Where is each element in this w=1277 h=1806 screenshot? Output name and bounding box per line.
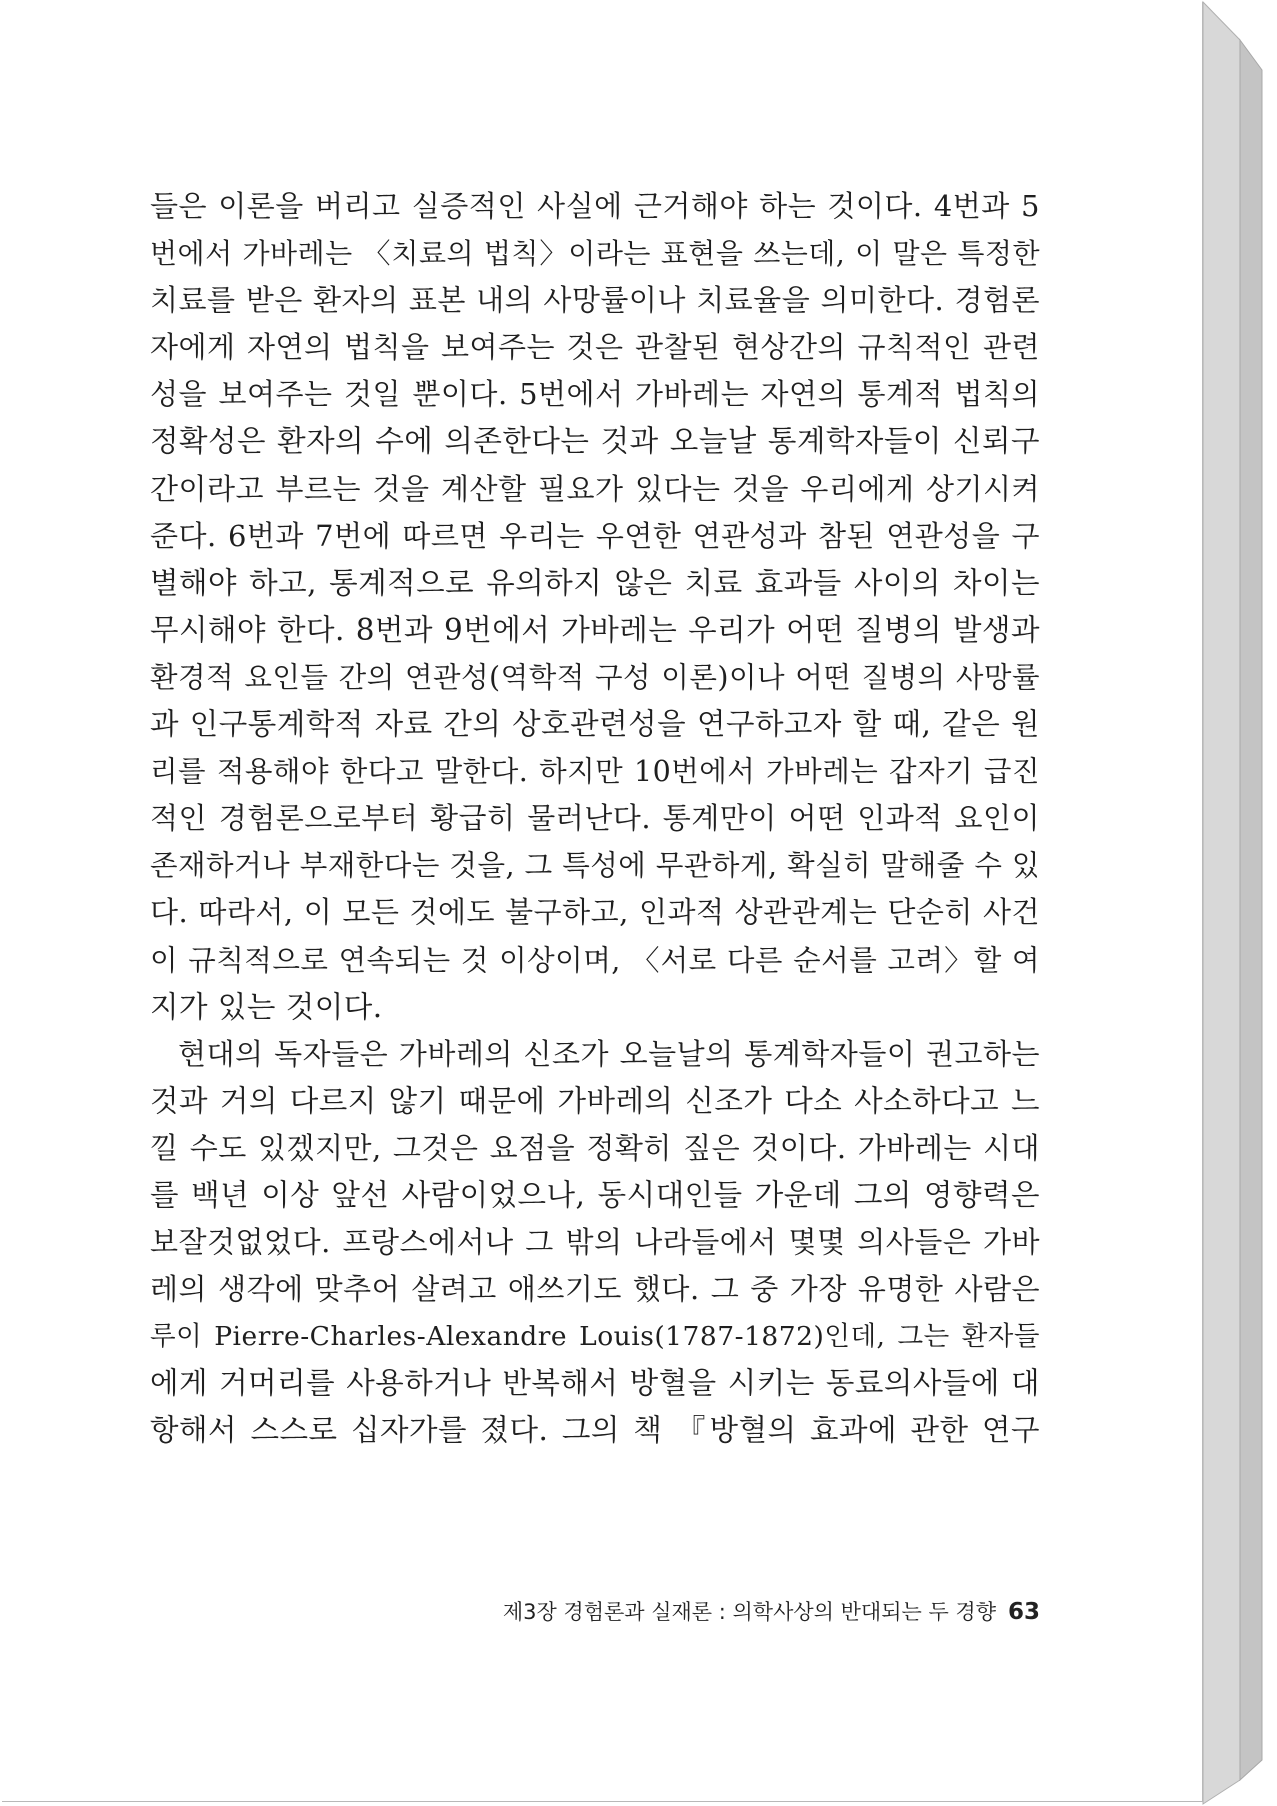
text-line: 항해서 스스로 십자가를 졌다. 그의 책 『방혈의 효과에 관한 연구: [150, 1413, 1040, 1448]
text-line: 적인 경험론으로부터 황급히 물러난다. 통계만이 어떤 인과적 요인이: [150, 801, 1040, 836]
text-line: 과 인구통계학적 자료 간의 상호관련성을 연구하고자 할 때, 같은 원: [150, 707, 1040, 742]
text-line: 자에게 자연의 법칙을 보여주는 것은 관찰된 현상간의 규칙적인 관련: [150, 330, 1040, 365]
text-line: 들은 이론을 버리고 실증적인 사실에 근거해야 하는 것이다. 4번과 5: [150, 189, 1040, 223]
text-line: 보잘것없었다. 프랑스에서나 그 밖의 나라들에서 몇몇 의사들은 가바: [150, 1225, 1040, 1260]
text-line: 성을 보여주는 것일 뿐이다. 5번에서 가바레는 자연의 통계적 법칙의: [150, 377, 1040, 412]
text-line: 루이 Pierre-Charles-Alexandre Louis(1787-1872)인데, 그는 환자들: [150, 1321, 1040, 1353]
paragraph-start-line: 현대의 독자들은 가바레의 신조가 오늘날의 통계학자들이 권고하는: [178, 1036, 1040, 1071]
text-line: 번에서 가바레는 〈치료의 법칙〉이라는 표현을 쓰는데, 이 말은 특정한: [150, 237, 1040, 271]
text-line: 치료를 받은 환자의 표본 내의 사망률이나 치료율을 의미한다. 경험론: [150, 283, 1040, 318]
text-line: 레의 생각에 맞추어 살려고 애쓰기도 했다. 그 중 가장 유명한 사람은: [150, 1272, 1040, 1307]
body-text: [150, 183, 1040, 1455]
text-line: 별해야 하고, 통계적으로 유의하지 않은 치료 효과들 사이의 차이는: [150, 565, 1040, 600]
text-line: 존재하거나 부재한다는 것을, 그 특성에 무관하게, 확실히 말해줄 수 있: [150, 849, 1041, 883]
chapter-title: 제3장 경험론과 실재론 : 의학사상의 반대되는 두 경향: [502, 1600, 996, 1624]
page-number: 63: [1007, 1599, 1040, 1625]
text-line: 낄 수도 있겠지만, 그것은 요점을 정확히 짚은 것이다. 가바레는 시대: [150, 1130, 1040, 1165]
running-footer: [150, 1596, 1040, 1626]
text-line: 준다. 6번과 7번에 따르면 우리는 우연한 연관성과 참된 연관성을 구: [150, 518, 1040, 553]
text-line: 다. 따라서, 이 모든 것에도 불구하고, 인과적 상관관계는 단순히 사건: [150, 895, 1040, 930]
text-line: 무시해야 한다. 8번과 9번에서 가바레는 우리가 어떤 질병의 발생과: [150, 612, 1040, 647]
text-line: 를 백년 이상 앞선 사람이었으나, 동시대인들 가운데 그의 영향력은: [150, 1177, 1040, 1212]
text-line: 이 규칙적으로 연속되는 것 이상이며, 〈서로 다른 순서를 고려〉할 여: [150, 943, 1040, 977]
text-line: 에게 거머리를 사용하거나 반복해서 방혈을 시키는 동료의사들에 대: [150, 1366, 1040, 1401]
text-line: 간이라고 부르는 것을 계산할 필요가 있다는 것을 우리에게 상기시켜: [150, 471, 1040, 506]
text-line: 것과 거의 다르지 않기 때문에 가바레의 신조가 다소 사소하다고 느: [150, 1083, 1040, 1118]
text-line: 정확성은 환자의 수에 의존한다는 것과 오늘날 통계학자들이 신뢰구: [150, 424, 1040, 459]
paragraph-end-line: 지가 있는 것이다.: [150, 989, 383, 1024]
text-line: 환경적 요인들 간의 연관성(역학적 구성 이론)이나 어떤 질병의 사망률: [150, 660, 1040, 694]
text-line: 리를 적용해야 한다고 말한다. 하지만 10번에서 가바레는 갑자기 급진: [150, 755, 1040, 789]
